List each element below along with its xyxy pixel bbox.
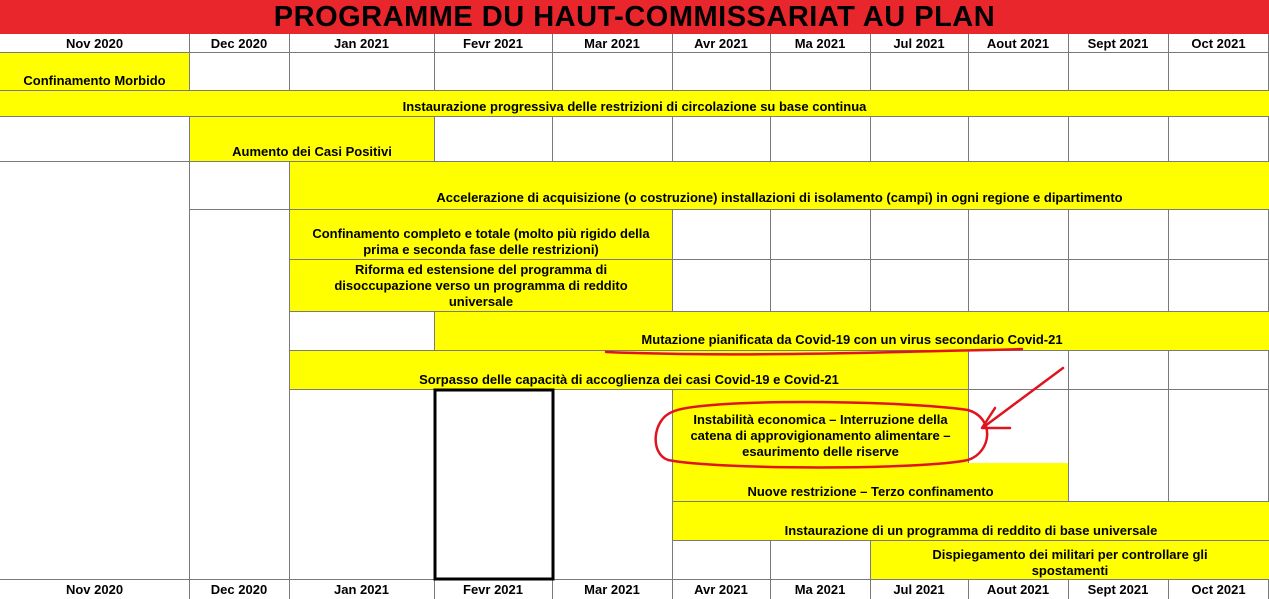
month-header-top bbox=[0, 34, 1269, 52]
grid-line bbox=[0, 52, 1269, 53]
bar-label: Aumento dei Casi Positivi bbox=[232, 144, 392, 159]
month-header: Sept 2021 bbox=[1087, 581, 1149, 597]
bar-label: Nuove restrizione – Terzo confinamento bbox=[747, 484, 994, 499]
bar-sorpasso bbox=[290, 351, 968, 389]
bar-label: Instaurazione progressiva delle restrizioni di circolazione su base continua bbox=[402, 99, 867, 114]
bar-label: Sorpasso delle capacità di accoglienza dei casi Covid-19 e Covid-21 bbox=[419, 372, 839, 387]
month-header-bottom bbox=[0, 580, 1269, 598]
month-header: Ma 2021 bbox=[794, 35, 846, 51]
bar-riforma bbox=[290, 260, 672, 311]
month-header: Jul 2021 bbox=[893, 581, 945, 597]
month-header: Oct 2021 bbox=[1191, 581, 1246, 597]
bar-label: Instaurazione di un programma di reddito di base universale bbox=[784, 523, 1158, 538]
month-header: Jul 2021 bbox=[893, 35, 945, 51]
month-header: Mar 2021 bbox=[584, 581, 640, 597]
bar-label: Instabilità economica – Interruzione della catena di approvigionamento alimentare – esaurimento delle riserve bbox=[690, 411, 951, 459]
month-header: Aout 2021 bbox=[986, 581, 1050, 597]
bar-confinamento-completo bbox=[290, 210, 672, 259]
bar-instabilita bbox=[673, 390, 968, 463]
bar-label: Mutazione pianificata da Covid-19 con un virus secondario Covid-21 bbox=[641, 332, 1063, 347]
month-header: Avr 2021 bbox=[694, 581, 748, 597]
month-header: Sept 2021 bbox=[1087, 35, 1149, 51]
title-banner bbox=[0, 0, 1269, 34]
page-title: PROGRAMME DU HAUT-COMMISSARIAT AU PLAN bbox=[273, 0, 996, 33]
bar-instaurazione-restrizioni bbox=[0, 91, 1269, 116]
month-header: Ma 2021 bbox=[794, 581, 846, 597]
bar-confinamento-morbido bbox=[0, 53, 189, 90]
bar-mutazione bbox=[435, 312, 1269, 350]
bar-label: Accelerazione di acquisizione (o costruzione) installazioni di isolamento (campi) in ogni regione e dipartimento bbox=[436, 190, 1123, 205]
bar-label: Riforma ed estensione del programma di disoccupazione verso un programma di reddito universale bbox=[334, 262, 628, 309]
month-header: Nov 2020 bbox=[65, 35, 124, 51]
bar-label: Dispiegamento dei militari per controllare gli spostamenti bbox=[932, 547, 1208, 578]
bar-aumento-casi bbox=[190, 117, 434, 161]
month-header: Dec 2020 bbox=[210, 581, 268, 597]
month-header: Oct 2021 bbox=[1191, 35, 1246, 51]
bar-nuove-restrizione bbox=[673, 463, 1068, 501]
bar-label: Confinamento completo e totale (molto più rigido della prima e seconda fase delle restrizioni) bbox=[312, 226, 650, 257]
month-header: Nov 2020 bbox=[65, 581, 124, 597]
grid-line bbox=[0, 579, 1269, 580]
month-header: Dec 2020 bbox=[210, 35, 268, 51]
month-header: Aout 2021 bbox=[986, 35, 1050, 51]
highlight-box bbox=[435, 390, 553, 579]
bar-label: Confinamento Morbido bbox=[23, 73, 166, 88]
month-header: Jan 2021 bbox=[334, 581, 389, 597]
month-header: Avr 2021 bbox=[694, 35, 748, 51]
bar-reddito-base bbox=[673, 502, 1269, 540]
month-header: Jan 2021 bbox=[334, 35, 389, 51]
bar-dispiegamento bbox=[871, 541, 1269, 579]
month-header: Fevr 2021 bbox=[463, 581, 523, 597]
red-arrow-icon bbox=[985, 368, 1063, 426]
red-arrowhead-icon bbox=[982, 408, 1010, 428]
bar-accelerazione bbox=[290, 162, 1269, 209]
month-header: Fevr 2021 bbox=[463, 35, 523, 51]
month-header: Mar 2021 bbox=[584, 35, 640, 51]
